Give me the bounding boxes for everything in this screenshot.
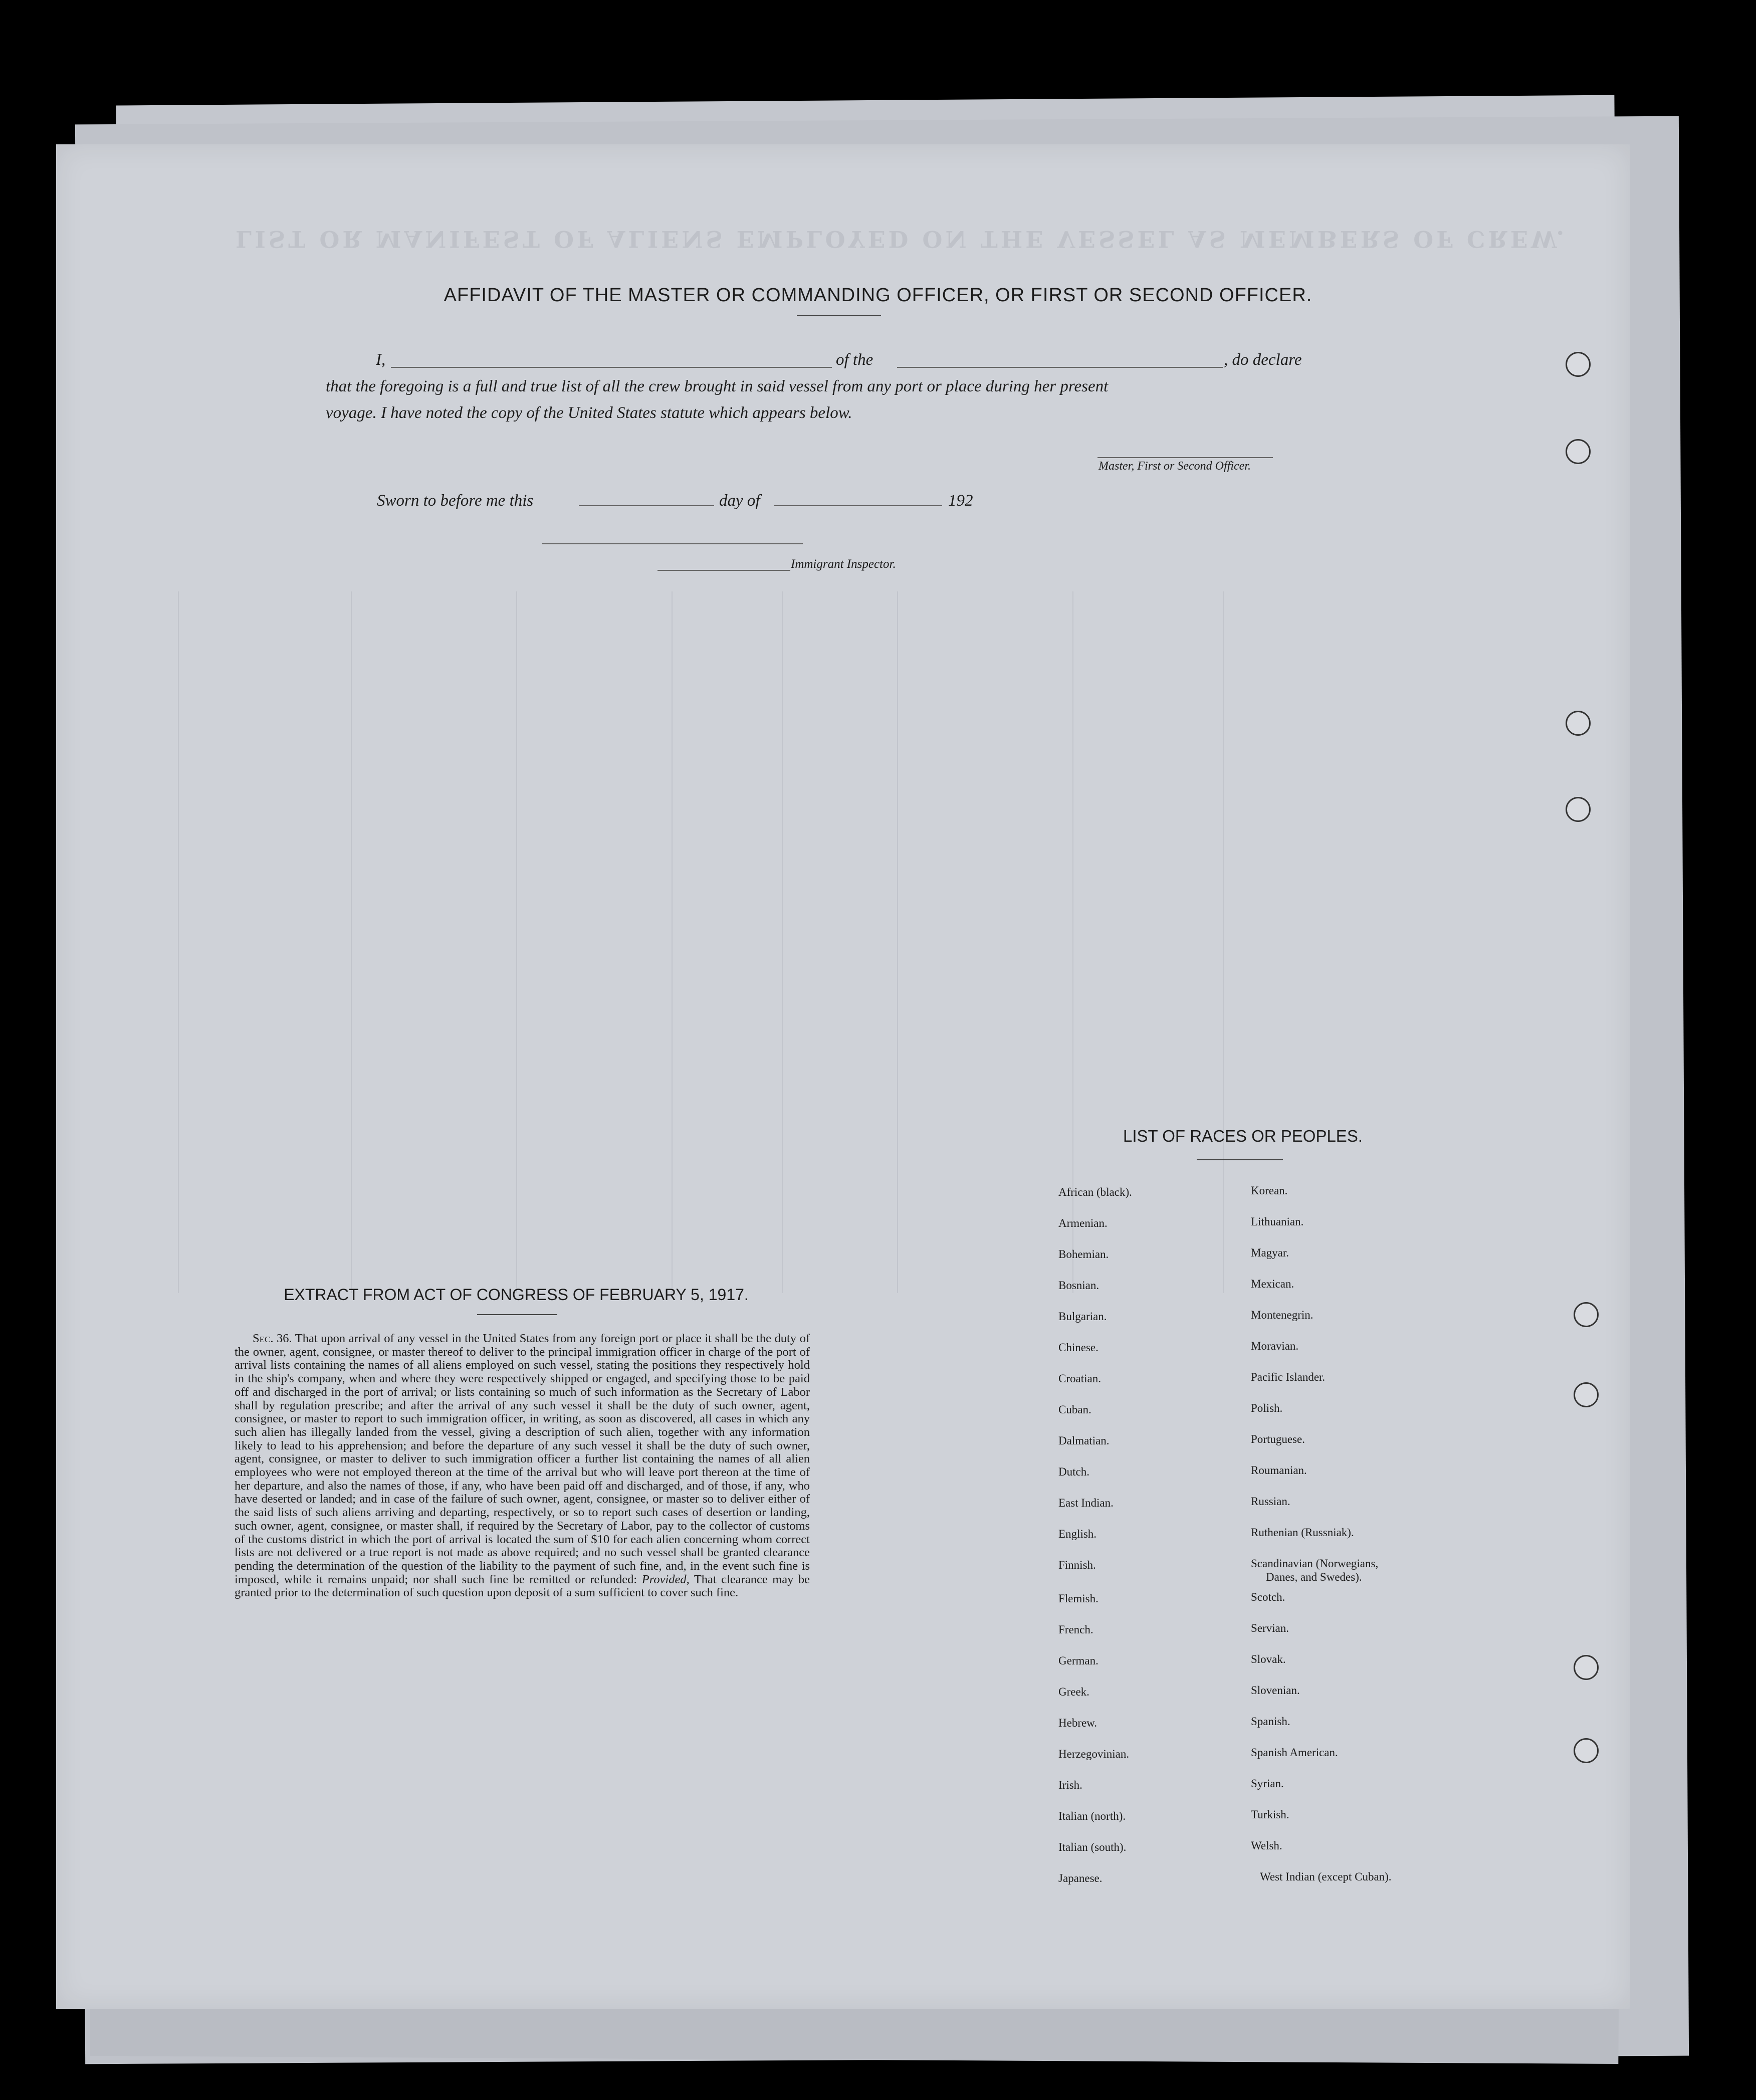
race-item: Croatian. xyxy=(1058,1372,1101,1385)
race-item: Slovenian. xyxy=(1251,1684,1300,1697)
race-item: Korean. xyxy=(1251,1184,1288,1197)
race-item: Bohemian. xyxy=(1058,1248,1109,1261)
race-item: Spanish. xyxy=(1251,1715,1290,1728)
race-item: Mexican. xyxy=(1251,1278,1294,1290)
column-rule xyxy=(516,591,517,1293)
race-item: Irish. xyxy=(1058,1779,1082,1791)
race-item: Magyar. xyxy=(1251,1246,1289,1259)
affidavit-title: AFFIDAVIT OF THE MASTER OR COMMANDING OFFICER, OR FIRST OR SECOND OFFICER. xyxy=(444,285,1312,306)
punch-hole xyxy=(1566,711,1591,736)
race-item: Chinese. xyxy=(1058,1341,1099,1354)
master-signature-label: Master, First or Second Officer. xyxy=(1099,460,1251,473)
race-item: East Indian. xyxy=(1058,1497,1114,1509)
race-item: Spanish American. xyxy=(1251,1746,1338,1759)
race-item: Cuban. xyxy=(1058,1403,1091,1416)
race-item: Polish. xyxy=(1251,1402,1283,1414)
punch-hole xyxy=(1574,1738,1599,1763)
punch-hole xyxy=(1574,1382,1599,1407)
race-item: Welsh. xyxy=(1251,1839,1282,1852)
race-item: Roumanian. xyxy=(1251,1464,1307,1477)
inspector-name-field[interactable] xyxy=(657,570,790,571)
race-item: African (black). xyxy=(1058,1186,1132,1198)
sworn-month-field[interactable] xyxy=(774,505,942,506)
column-rule xyxy=(672,591,673,1293)
section-text: That upon arrival of any vessel in the United States from any foreign port or place it shall be the duty of the owner, agent, consignee, or master thereof to deliver to the principal immigration officer in charge of the port of arrival lists containing the names of all aliens employed on such vessel, stating the positions they respectively hold in the ship's company, when and where they were respectively shipped or engaged, and specifying those to be paid off and discharged in the port of arrival; or lists containing so much of such information as the Secretary of Labor shall by regulation prescribe; and after the arrival of any such vessel it shall be the duty of such owner, agent, consignee, or master to report to such immigration officer, in writing, as soon as discovered, all cases in which any such alien has illegally landed from the vessel, giving a description of such alien, together with any information likely to lead to his apprehension; and before the departure of any such vessel it shall be the duty of such owner, agent, consignee, or master to deliver to such immigration officer a further list containing the names of all alien employees who were not employed thereon at the time of the arrival but who will leave port thereon at the time of her departure, and also the names of those, if any, who have been paid off and discharged, and of those, if any, who have deserted or landed; and in case of the failure of such owner, agent, consignee, or master so to deliver either of the said lists of such aliens arriving and departing, respectively, or so to report such cases of desertion or landing, such owner, agent, consignee, or master shall, if required by the Secretary of Labor, pay to the collector of customs of the customs district in which the port of arrival is located the sum of $10 for each alien concerning whom correct lists are not delivered or a true report is not made as above required; and no such vessel shall be granted clearance pending the determination of the question of the liability to the payment of such fine, and, in the event such fine is imposed, while it remains unpaid; nor shall such fine be remitted or refunded: xyxy=(235,1332,810,1586)
race-item: Bulgarian. xyxy=(1058,1310,1107,1323)
proviso-text: That clearance may be granted prior to the determination of such question upon deposit of a sum sufficient to cover such fine. xyxy=(235,1572,810,1600)
race-item: Moravian. xyxy=(1251,1340,1299,1352)
race-item: Armenian. xyxy=(1058,1217,1108,1229)
race-item: Turkish. xyxy=(1251,1808,1289,1821)
race-item: Dalmatian. xyxy=(1058,1434,1110,1447)
title-rule xyxy=(797,315,881,316)
sworn-day-field[interactable] xyxy=(579,505,714,506)
race-item: Italian (north). xyxy=(1058,1810,1126,1822)
column-rule xyxy=(782,591,783,1293)
race-item: Bosnian. xyxy=(1058,1279,1100,1292)
race-item: Finnish. xyxy=(1058,1559,1096,1571)
race-item: French. xyxy=(1058,1623,1093,1636)
day-of-label: day of xyxy=(719,492,760,510)
inspector-label: Immigrant Inspector. xyxy=(791,557,896,571)
races-title: LIST OF RACES OR PEOPLES. xyxy=(1123,1127,1363,1145)
race-item: German. xyxy=(1058,1654,1099,1667)
race-item: Herzegovinian. xyxy=(1058,1748,1130,1760)
race-item: Lithuanian. xyxy=(1251,1215,1304,1228)
extract-title-rule xyxy=(477,1314,557,1315)
extract-title: EXTRACT FROM ACT OF CONGRESS OF FEBRUARY 5, 1917. xyxy=(284,1286,749,1304)
race-item: Greek. xyxy=(1058,1686,1089,1698)
race-item: Flemish. xyxy=(1058,1592,1099,1605)
race-item: Scotch. xyxy=(1251,1591,1285,1603)
race-item: Dutch. xyxy=(1058,1465,1089,1478)
races-title-rule xyxy=(1197,1159,1283,1160)
race-item: Pacific Islander. xyxy=(1251,1371,1326,1383)
punch-hole xyxy=(1574,1302,1599,1327)
master-signature-field[interactable] xyxy=(1098,457,1273,458)
year-prefix: 192 xyxy=(948,492,973,510)
punch-hole xyxy=(1566,439,1591,464)
declarant-name-field[interactable] xyxy=(391,367,832,368)
race-item: Ruthenian (Russniak). xyxy=(1251,1526,1354,1539)
punch-hole xyxy=(1574,1655,1599,1680)
race-item: Portuguese. xyxy=(1251,1433,1305,1445)
race-item: West Indian (except Cuban). xyxy=(1260,1870,1392,1883)
race-item: Scandinavian (Norwegians, xyxy=(1251,1557,1379,1570)
race-item: Danes, and Swedes). xyxy=(1266,1571,1362,1583)
race-item: Hebrew. xyxy=(1058,1717,1098,1729)
inspector-signature-field[interactable] xyxy=(542,543,803,544)
document-page xyxy=(56,144,1630,2009)
declare-text: , do declare xyxy=(1224,351,1302,369)
punch-hole xyxy=(1566,797,1591,822)
declarant-prefix: I, xyxy=(376,351,386,369)
race-item: Montenegrin. xyxy=(1251,1309,1313,1321)
bleed-through-header: LIST OR MANIFEST OF ALIENS EMPLOYED ON THE VESSEL AS MEMBERS OF CREW. xyxy=(236,226,1568,253)
race-item: Servian. xyxy=(1251,1622,1289,1634)
proviso-word: Provided, xyxy=(641,1572,690,1586)
column-rule xyxy=(897,591,898,1293)
column-rule xyxy=(178,591,179,1293)
race-item: Italian (south). xyxy=(1058,1841,1127,1853)
sworn-label: Sworn to before me this xyxy=(377,492,534,510)
race-item: Slovak. xyxy=(1251,1653,1286,1665)
race-item: Japanese. xyxy=(1058,1872,1103,1884)
race-item: English. xyxy=(1058,1528,1097,1540)
punch-hole xyxy=(1566,352,1591,377)
affidavit-line-3: voyage. I have noted the copy of the United States statute which appears below. xyxy=(326,404,852,422)
section-label: Sec. 36. xyxy=(253,1332,292,1345)
affidavit-line-2: that the foregoing is a full and true list of all the crew brought in said vessel from any port or place during her present xyxy=(326,377,1109,395)
column-rule xyxy=(351,591,352,1293)
column-rule xyxy=(1223,591,1224,1293)
vessel-prefix: of the xyxy=(836,351,873,369)
vessel-name-field[interactable] xyxy=(897,367,1223,368)
race-item: Syrian. xyxy=(1251,1777,1284,1790)
race-item: Russian. xyxy=(1251,1495,1290,1508)
extract-body xyxy=(235,1332,810,1600)
